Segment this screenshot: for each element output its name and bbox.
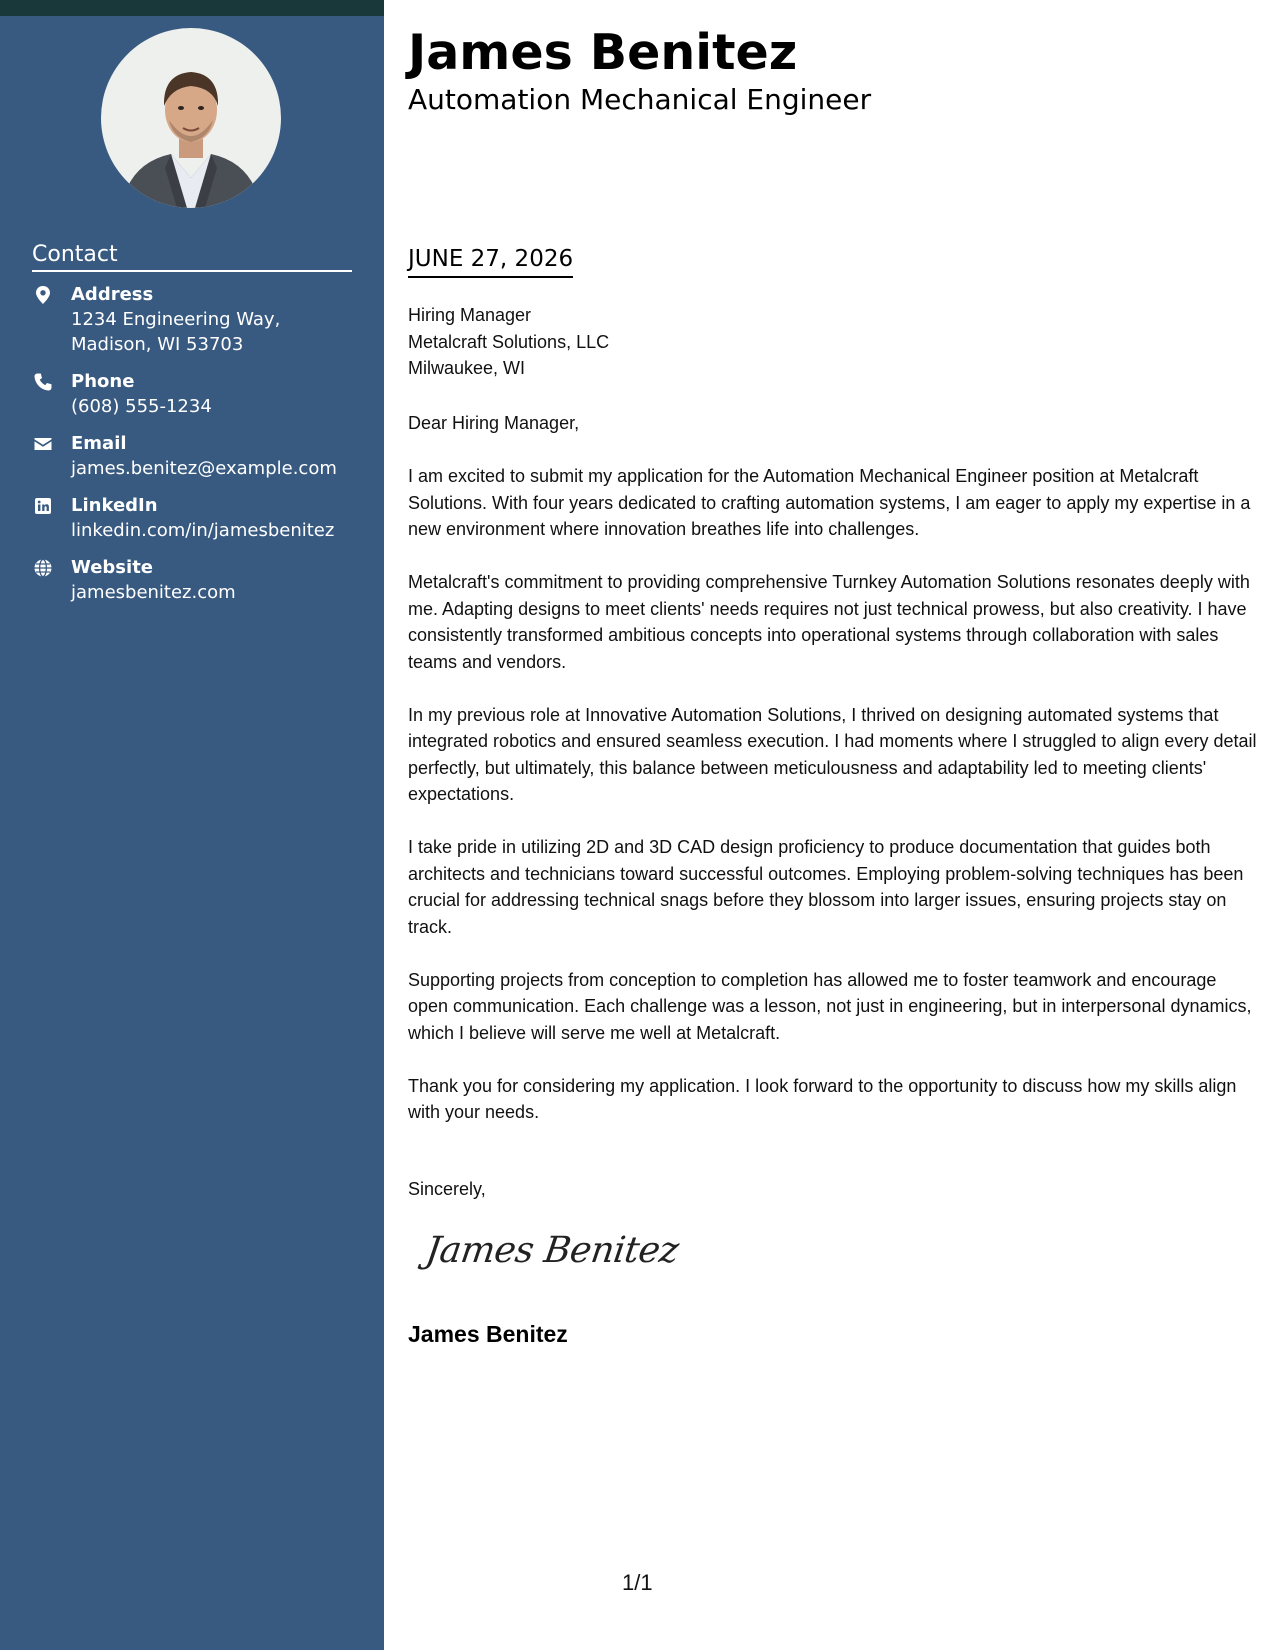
contact-list [32,282,362,617]
recipient-line: Milwaukee, WI [408,358,526,378]
location-pin-icon [33,285,53,305]
closing: Sincerely, [408,1179,486,1199]
letter-body [408,463,1258,1152]
recipient-line: Metalcraft Solutions, LLC [408,331,610,352]
page-number: 1/1 [622,1570,653,1595]
contact-label: Phone [71,371,135,392]
applicant-name: James Benitez [408,24,798,81]
website-value[interactable]: jamesbenitez.com [71,582,236,603]
phone-value: (608) 555-1234 [71,396,212,417]
email-value[interactable]: james.benitez@example.com [71,458,337,479]
linkedin-icon [33,496,53,516]
salutation: Dear Hiring Manager, [408,413,580,433]
contact-item-linkedin [32,493,362,543]
letter-date: JUNE 27, 2026 [408,243,573,278]
body-paragraph: Thank you for considering my application. I look forward to the opportunity to discuss how my skills align with your needs. [408,1075,1237,1122]
body-paragraph: Supporting projects from conception to completion has allowed me to foster teamwork and encourage open communication. Each challenge was a lesson, not just in engineering, but in interpersonal dynamics, which I believe will serve me well at Metalcraft. [408,969,1252,1043]
recipient-block [408,302,1258,382]
handwritten-signature: James Benitez [423,1230,681,1271]
contact-label: Website [71,557,154,578]
contact-heading: Contact [32,240,352,272]
contact-item-address [32,282,362,357]
signer-name: James Benitez [408,1321,568,1347]
globe-icon [33,558,53,578]
envelope-icon [33,434,53,454]
contact-label: Email [71,433,127,454]
phone-icon [33,372,53,392]
body-paragraph: Metalcraft's commitment to providing comprehensive Turnkey Automation Solutions resonates deeply with me. Adapting designs to meet clients' needs requires not just technical prowess, but also creativity. I have consistently transformed ambitious concepts into operational systems through collaboration with sales teams and vendors. [408,572,1250,672]
contact-item-website [32,555,362,605]
profile-photo [101,28,281,208]
top-accent-bar [0,0,384,16]
body-paragraph: In my previous role at Innovative Automation Solutions, I thrived on designing automated systems that integrated robotics and ensured seamless execution. I had moments where I struggled to align every detail perfectly, but ultimately, this balance between meticulousness and adaptability led to meeting clients' expectations. [408,704,1257,804]
recipient-line: Hiring Manager [408,305,532,325]
sidebar [0,0,384,1650]
address-value: 1234 Engineering Way, Madison, WI 53703 [71,309,281,355]
contact-item-email [32,431,362,481]
job-title: Automation Mechanical Engineer [408,83,872,116]
contact-label: LinkedIn [71,495,158,516]
contact-label: Address [71,284,154,305]
contact-item-phone [32,369,362,419]
body-paragraph: I am excited to submit my application for the Automation Mechanical Engineer position at Metalcraft Solutions. With four years dedicated to crafting automation systems, I am eager to apply my expertise in a new environment where innovation breathes life into challenges. [408,466,1251,539]
linkedin-value[interactable]: linkedin.com/in/jamesbenitez [71,520,335,541]
body-paragraph: I take pride in utilizing 2D and 3D CAD design proficiency to produce documentation that guides both architects and technicians toward successful outcomes. Employing problem-solving techniques has been crucial for addressing technical snags before they blossom into larger issues, ensuring projects stay on track. [408,837,1244,937]
